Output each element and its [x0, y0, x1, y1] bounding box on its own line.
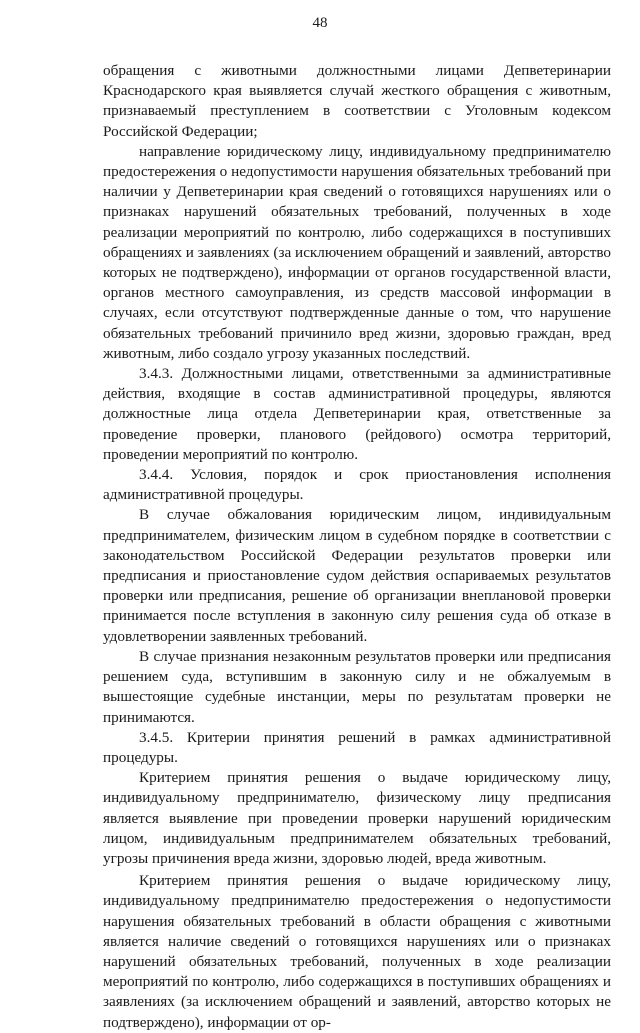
paragraph-appeal-case: В случае обжалования юридическим лицом, индивидуальным предпринимателем, физическим лицом в судебном порядке в соответствии с законодательством Российской Федерации результатов проверки или предписания и приостановление судом действия оспариваемых результатов проверки или предписания, решение об организации внеплановой проверки принимается после вступления в законную силу решения суда об отказе в удовлетворении заявленных требований.	[103, 506, 611, 645]
body-text	[103, 61, 611, 1033]
paragraph-warning-direction: направление юридическому лицу, индивидуальному предпринимателю предостережения о недопустимости нарушения обязательных требований при наличии у Депветеринарии края сведений о готовящихся нарушениях или о признаках нарушений обязательных требований, полученных в ходе реализации мероприятий по контролю, либо содержащихся в поступивших обращениях и заявлениях (за исключением обращений и заявлений, авторство которых не подтверждено), информации от органов государственной власти, органов местного самоуправления, из средств массовой информации в случаях, если отсутствуют подтвержденные данные о том, что нарушение обязательных требований причинило вред жизни, здоровью граждан, вред животным, либо создало угрозу указанных последствий.	[103, 142, 611, 362]
paragraph-warning-criterion: Критерием принятия решения о выдаче юридическому лицу, индивидуальному предпринимателю предостережения о недопустимости нарушения обязательных требований в области обращения с животными является наличие сведений о готовящихся нарушениях или о признаках нарушений обязательных требований, полученных в ходе реализации мероприятий по контролю, либо содержащихся в поступивших обращениях и заявлениях (за исключением обращений и заявлений, авторство которых не подтверждено), информации от ор-	[103, 872, 611, 1031]
paragraph-3-4-3: 3.4.3. Должностными лицами, ответственными за административные действия, входящие в состав административной процедуры, являются должностные лица отдела Депветеринарии края, ответственные за проведение проверки, планового (рейдового) осмотра территорий, проведении мероприятий по контролю.	[103, 365, 611, 463]
paragraph-3-4-4: 3.4.4. Условия, порядок и срок приостановления исполнения административной процедуры.	[103, 466, 611, 504]
paragraph-prescription-criterion: Критерием принятия решения о выдаче юридическому лицу, индивидуальному предпринимателю, физическому лицу предписания является выявление при проведении проверки нарушений юридическим лицом, индивидуальным предпринимателем обязательных требований, угрозы причинения вреда жизни, здоровью людей, вреда животным.	[103, 769, 611, 867]
paragraph-3-4-5: 3.4.5. Критерии принятия решений в рамках административной процедуры.	[103, 728, 611, 766]
paragraph-continuation: обращения с животными должностными лицами Депветеринарии Краснодарского края выявляется случай жесткого обращения с животным, признаваемый преступлением в соответствии с Уголовным кодексом Российской Федерации;	[103, 62, 611, 140]
paragraph-illegal-results: В случае признания незаконным результатов проверки или предписания решением суда, вступившим в законную силу и не обжалуемым в вышестоящие судебные инстанции, меры по результатам проверки не принимаются.	[103, 647, 611, 726]
page-number: 48	[312, 15, 328, 31]
